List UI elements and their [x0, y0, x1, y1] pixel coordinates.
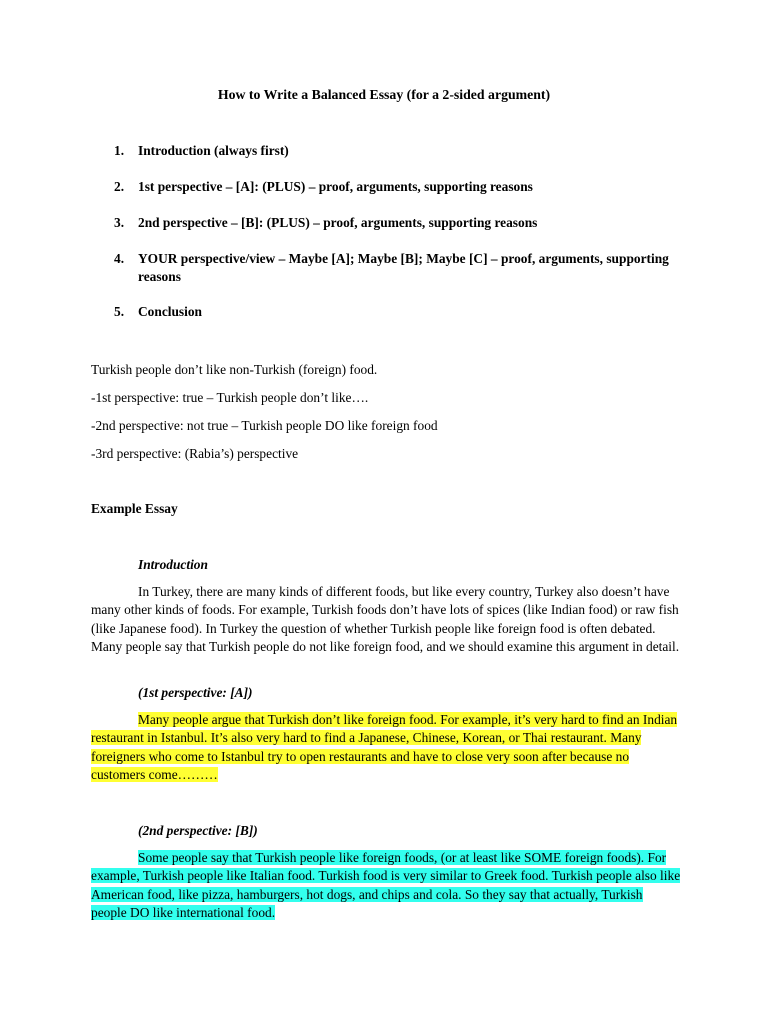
- step-text: Introduction (always first): [138, 143, 289, 158]
- perspective-b-paragraph: [91, 849, 681, 923]
- topic-perspective-1: -1st perspective: true – Turkish people don’t like….: [91, 390, 369, 405]
- step-text: YOUR perspective/view – Maybe [A]; Maybe [B]; Maybe [C] – proof, arguments, supporting reasons: [138, 251, 669, 284]
- step-item: [114, 214, 714, 232]
- perspective-a-paragraph: [91, 711, 681, 785]
- step-number: 4.: [114, 251, 125, 266]
- step-text: 1st perspective – [A]: (PLUS) – proof, arguments, supporting reasons: [138, 179, 533, 194]
- topic-perspective-3: -3rd perspective: (Rabia’s) perspective: [91, 446, 299, 461]
- step-item: [114, 303, 714, 321]
- perspective-a-heading: (1st perspective: [A]): [138, 685, 253, 700]
- step-item: [114, 250, 714, 286]
- step-item: [114, 178, 714, 196]
- topic-statement: Turkish people don’t like non-Turkish (foreign) food.: [91, 362, 378, 377]
- introduction-heading: Introduction: [138, 557, 208, 572]
- step-number: 1.: [114, 143, 125, 158]
- step-number: 5.: [114, 304, 125, 319]
- introduction-paragraph: In Turkey, there are many kinds of different foods, but like every country, Turkey also doesn’t have many other kinds of foods. For example, Turkish foods don’t have lots of spices (like Indian food) or raw fish (like Japanese food). In Turkey the question of whether Turkish people like foreign food is often debated. Many people say that Turkish people do not like foreign food, and we should examine this argument in detail.: [91, 584, 680, 655]
- essay-steps-list: [114, 142, 714, 339]
- perspective-b-heading: (2nd perspective: [B]): [138, 823, 258, 838]
- document-title: How to Write a Balanced Essay (for a 2-sided argument): [217, 87, 551, 102]
- highlight-cyan: Some people say that Turkish people like foreign foods, (or at least like SOME foreign foods). For example, Turkish people like Italian food. Turkish food is very similar to Greek food. Turkish people also like American food, like pizza, hamburgers, hot dogs, and chips and cola. So they say that actually, Turkish people DO like international food.: [91, 850, 681, 921]
- step-text: 2nd perspective – [B]: (PLUS) – proof, arguments, supporting reasons: [138, 215, 538, 230]
- example-essay-heading: Example Essay: [91, 501, 178, 516]
- highlight-yellow: Many people argue that Turkish don’t like foreign food. For example, it’s very hard to find an Indian restaurant in Istanbul. It’s also very hard to find a Japanese, Chinese, Korean, or Thai restaurant. Many foreigners who come to Istanbul try to open restaurants and have to close very soon after because no customers come………: [91, 712, 678, 783]
- step-number: 3.: [114, 215, 125, 230]
- step-number: 2.: [114, 179, 125, 194]
- step-item: [114, 142, 714, 160]
- step-text: Conclusion: [138, 304, 202, 319]
- topic-perspective-2: -2nd perspective: not true – Turkish people DO like foreign food: [91, 418, 438, 433]
